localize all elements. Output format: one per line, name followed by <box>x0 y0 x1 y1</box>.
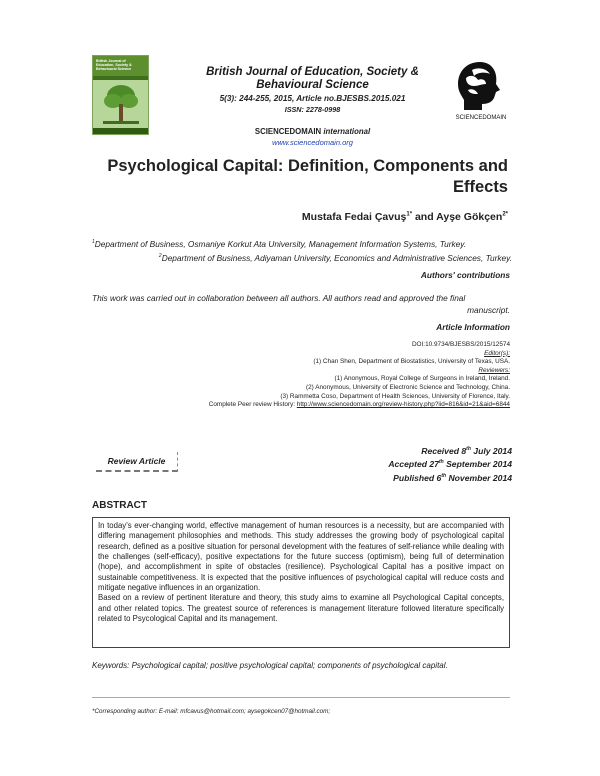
publisher-url[interactable]: www.sciencedomain.org <box>272 138 353 147</box>
cover-footer-band <box>93 128 148 134</box>
corresponding-author: *Corresponding author: E-mail: mfcavus@hotmail.com; aysegokcen07@hotmail.com; <box>92 708 331 715</box>
contributions-heading: Authors' contributions <box>420 270 510 280</box>
journal-issn: ISSN: 2278-0998 <box>284 105 341 114</box>
reviewer-item: (2) Anonymous, University of Electronic Science and Technology, China. <box>305 383 510 391</box>
received-date: Received 8th July 2014 <box>421 445 512 456</box>
author-list: Mustafa Fedai Çavuş$^{1*}$ and Ayşe Gökçen$^{2*}$ <box>301 211 508 223</box>
footnote-divider <box>92 697 510 698</box>
publisher-logo-icon <box>452 58 510 122</box>
reviewers-label: Reviewers: <box>478 366 510 374</box>
editor-item: (1) Chan Shen, Department of Biostatistics, University of Texas, USA. <box>313 358 510 366</box>
accepted-date: Accepted 27th September 2014 <box>388 459 512 470</box>
cover-stripe <box>93 76 148 80</box>
affiliation-1: $^1$Department of Business, Osmaniye Korkut Ata University, Management Information Systems, Turkey. <box>92 238 467 249</box>
editors-label: Editor(s): <box>484 349 510 357</box>
tree-icon <box>99 82 143 126</box>
article-type-box: Review Article <box>96 452 178 472</box>
contributions-text: This work was carried out in collaboration between all authors. All authors read and approved the final manuscript. <box>92 293 510 315</box>
abstract-paragraph: Based on a review of pertinent literature and theory, this study aims to examine all Psychological Capital concepts, and other related topics. The greatest source of references is management literature followed literature specifically related to Psycological Capital and its management. <box>98 593 504 624</box>
affiliations <box>92 236 512 264</box>
abstract-box <box>92 517 510 648</box>
cover-title: British Journal of Education, Society & Behavioural Science <box>96 59 132 71</box>
doi: DOI:10.9734/BJESBS/2015/12574 <box>411 341 510 348</box>
svg-text:SCIENCEDOMAIN: SCIENCEDOMAIN <box>455 115 507 121</box>
paper-title: Psychological Capital: Definition, Components and Effects <box>107 157 508 196</box>
reviewer-item: (3) Rammetta Coso, Department of Health Sciences, University of Florence, Italy. <box>280 392 510 400</box>
journal-header <box>200 66 425 147</box>
journal-title: British Journal of Education, Society & Behavioural Science <box>206 66 419 91</box>
peer-review-history: Complete Peer review History: http://www.sciencedomain.org/review-history.php?iid=816&id=21&aid=6844 <box>208 401 510 409</box>
review-history-link[interactable]: http://www.sciencedomain.org/review-history.php?iid=816&id=21&aid=6844 <box>296 401 510 409</box>
publisher-name: SCIENCEDOMAIN international <box>254 127 371 136</box>
journal-issue: 5(3): 244-255, 2015, Article no.BJESBS.2015.021 <box>219 94 406 103</box>
affiliation-2: $^2$Department of Business, Adiyaman University, Economics and Administrative Sciences, Turkey. <box>158 252 512 263</box>
article-dates <box>300 444 512 484</box>
author-name: Ayşe Gökçen <box>436 211 503 223</box>
keywords: Keywords: Psychological capital; positive psychological capital; components of psychological capital. <box>92 661 448 670</box>
abstract-heading: ABSTRACT <box>92 500 147 511</box>
abstract-paragraph: In today's ever-changing world, effective management of human resources is a necessity, but are accompanied with differing management philosophies and methods. This study addresses the growing body of psychological capital research, defined as a positive situation for personal development with the features of self-reliance while dealing with the challenges (self-efficacy), positive expectations for the future success (optimism), being full of determination (hope), and accomplishment in spite of obstacles (resilience). Psychological Capital has a positive impact on sustainable competitiveness. It is expected that the positive influences of psychological capital will reduce costs and mitigate negative influences in an organization. <box>98 521 504 593</box>
published-date: Published 6th November 2014 <box>393 472 512 483</box>
article-info <box>92 341 510 410</box>
article-info-heading: Article Information <box>436 322 510 332</box>
journal-cover-image <box>92 55 149 135</box>
author-name: Mustafa Fedai Çavuş <box>301 211 407 223</box>
reviewer-item: (1) Anonymous, Royal College of Surgeons in Ireland, Ireland. <box>334 375 510 383</box>
